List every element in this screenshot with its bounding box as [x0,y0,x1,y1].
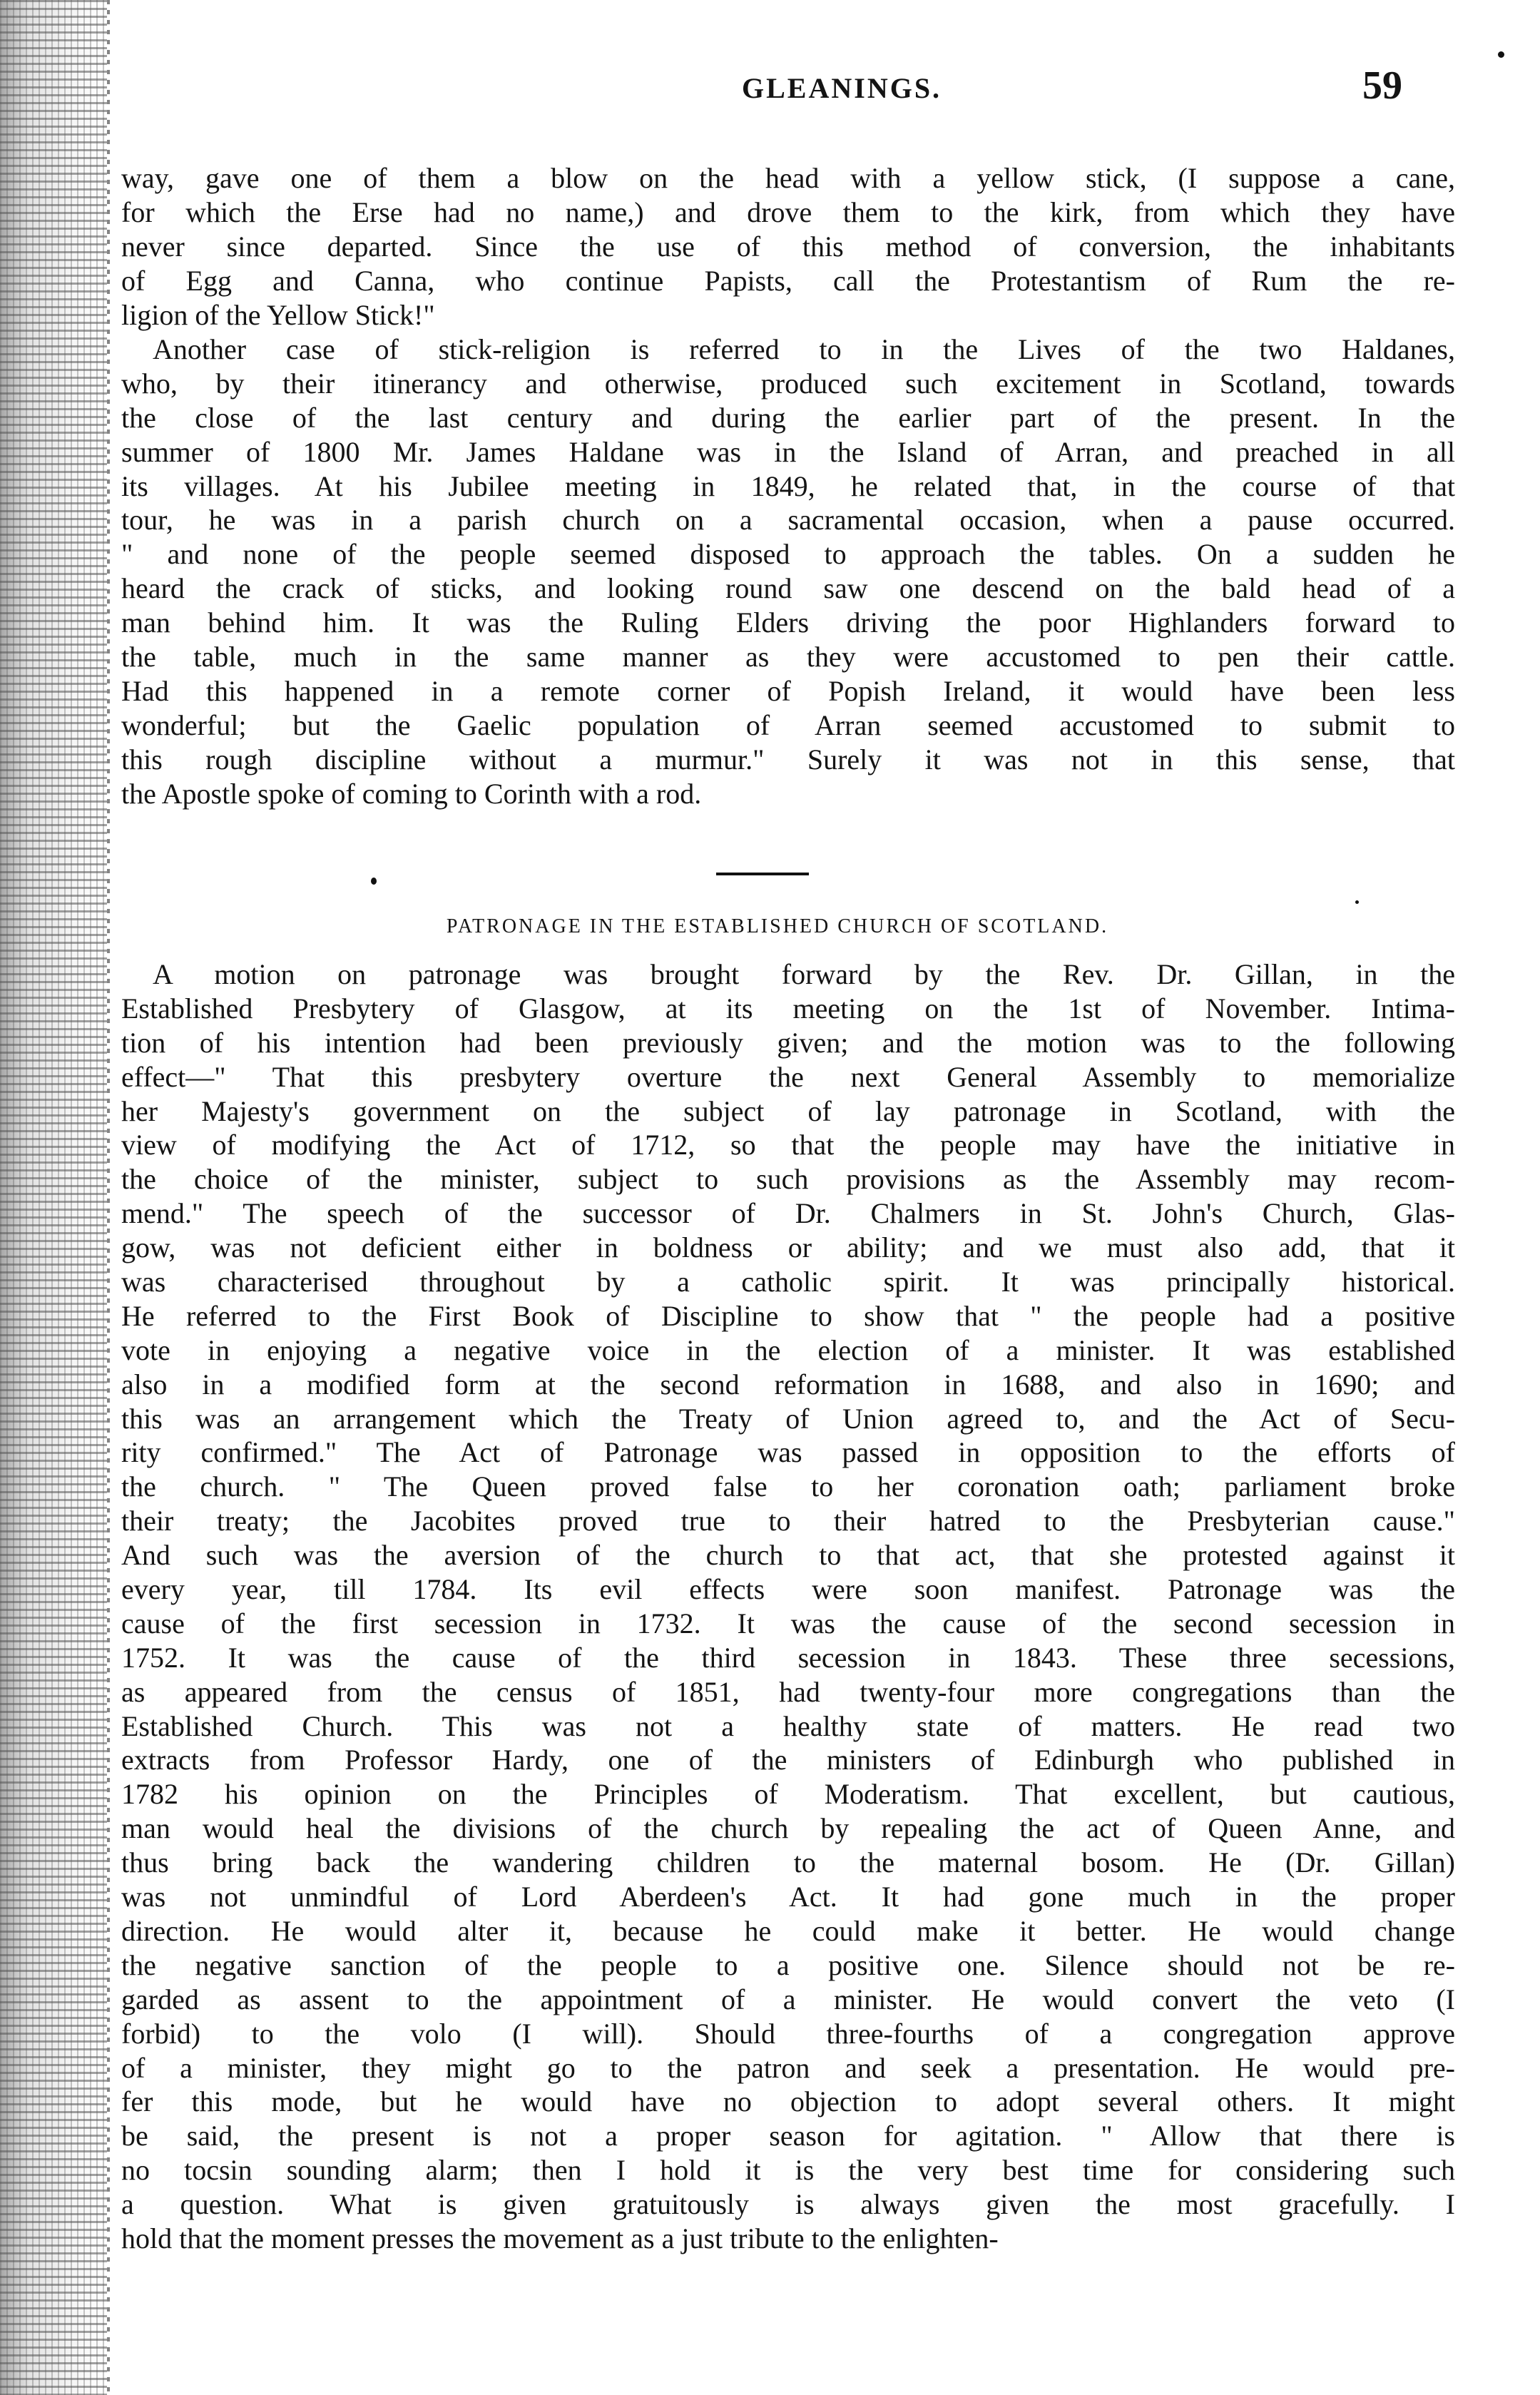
haldane-paragraph [121,332,1455,810]
text-line: Another case of stick-religion is referred to in the Lives of the two Haldanes, [153,333,1455,365]
text-line: He referred to the First Book of Discipline to show that " the people had a positive [121,1299,1455,1332]
text-line: this was an arrangement which the Treaty of Union agreed to, and the Act of Secu- [121,1402,1455,1435]
section-heading: PATRONAGE IN THE ESTABLISHED CHURCH OF SCOTLAND. [446,915,1109,937]
text-line: be said, the present is not a proper season for agitation. " Allow that there is [121,2120,1455,2152]
text-line: forbid) to the volo (I will). Should three-fourths of a congregation approve [121,2017,1455,2050]
text-line: mend." The speech of the successor of Dr. Chalmers in St. John's Church, Glas- [121,1197,1455,1230]
text-line: gow, was not deficient either in boldness or ability; and we must also add, that it [121,1231,1455,1264]
text-line: wonderful; but the Gaelic population of Arran seemed accustomed to submit to [121,708,1455,741]
text-line: a question. What is given gratuitously is always given the most gracefully. I [121,2188,1455,2221]
text-line: of Egg and Canna, who continue Papists, call the Protestantism of Rum the re- [121,264,1455,297]
text-line: man would heal the divisions of the church by repealing the act of Queen Anne, and [121,1812,1455,1845]
text-line: its villages. At his Jubilee meeting in 1849, he related that, in the course of that [121,469,1455,502]
text-line: every year, till 1784. Its evil effects were soon manifest. Patronage was the [121,1573,1455,1606]
ink-speck [1355,900,1359,904]
text-line: Established Presbytery of Glasgow, at its meeting on the 1st of November. Intima- [121,992,1455,1024]
text-line: the close of the last century and during the earlier part of the present. In the [121,401,1455,434]
text-line: rity confirmed." The Act of Patronage was passed in opposition to the efforts of [121,1436,1455,1469]
text-line: cause of the first secession in 1732. It was the cause of the second secession in [121,1607,1455,1639]
text-line: view of modifying the Act of 1712, so that the people may have the initiative in [121,1129,1455,1161]
text-line: the table, much in the same manner as they were accustomed to pen their cattle. [121,641,1455,673]
text-line: A motion on patronage was brought forward by the Rev. Dr. Gillan, in the [153,958,1455,990]
text-line: ligion of the Yellow Stick!" [121,298,435,331]
text-line: thus bring back the wandering children to the maternal bosom. He (Dr. Gillan) [121,1846,1455,1879]
text-line: this rough discipline without a murmur." Surely it was not in this sense, that [121,743,1455,776]
text-line: And such was the aversion of the church to that act, that she protested against it [121,1539,1455,1572]
text-line: also in a modified form at the second reformation in 1688, and also in 1690; and [121,1368,1455,1400]
text-line: for which the Erse had no name,) and drove them to the kirk, from which they have [121,195,1455,228]
text-line: vote in enjoying a negative voice in the election of a minister. It was established [121,1333,1455,1366]
text-line: the church. " The Queen proved false to her coronation oath; parliament broke [121,1470,1455,1503]
text-line: direction. He would alter it, because he could make it better. He would change [121,1914,1455,1947]
text-line: never since departed. Since the use of this method of conversion, the inhabitants [121,230,1455,263]
ink-speck [1498,51,1504,58]
text-line: " and none of the people seemed disposed to approach the tables. On a sudden he [121,538,1455,571]
text-line: fer this mode, but he would have no objection to adopt several others. It might [121,2085,1455,2118]
text-line: tion of his intention had been previously given; and the motion was to the following [121,1026,1455,1059]
text-line: way, gave one of them a blow on the head with a yellow stick, (I suppose a cane, [121,162,1455,194]
section-divider-rule [716,873,809,875]
text-line: hold that the moment presses the movement as a just tribute to the enlighten- [121,2222,999,2254]
text-line: the choice of the minister, subject to such provisions as the Assembly may recom- [121,1163,1455,1196]
text-line: Established Church. This was not a healthy state of matters. He read two [121,1709,1455,1742]
text-line: effect—" That this presbytery overture the next General Assembly to memorialize [121,1060,1455,1093]
text-line: heard the crack of sticks, and looking round saw one descend on the bald head of a [121,572,1455,605]
text-line: the Apostle spoke of coming to Corinth with a rod. [121,777,702,810]
continued-paragraph [121,161,1455,332]
text-line: 1782 his opinion on the Principles of Moderatism. That excellent, but cautious, [121,1778,1455,1811]
patronage-paragraph [121,957,1455,2256]
text-line: 1752. It was the cause of the third secession in 1843. These three secessions, [121,1641,1455,1674]
text-line: of a minister, they might go to the patron and seek a presentation. He would pre- [121,2051,1455,2084]
binding-edge [107,0,110,2395]
text-line: was not unmindful of Lord Aberdeen's Act. It had gone much in the proper [121,1881,1455,1913]
binding-gutter [0,0,107,2395]
text-line: tour, he was in a parish church on a sacramental occasion, when a pause occurred. [121,504,1455,537]
text-line: who, by their itinerancy and otherwise, produced such excitement in Scotland, towards [121,367,1455,400]
text-line: man behind him. It was the Ruling Elders driving the poor Highlanders forward to [121,606,1455,639]
text-line: the negative sanction of the people to a positive one. Silence should not be re- [121,1948,1455,1981]
text-line: was characterised throughout by a catholic spirit. It was principally historical. [121,1266,1455,1298]
running-head: GLEANINGS. [742,72,942,104]
text-line: Had this happened in a remote corner of Popish Ireland, it would have been less [121,674,1455,707]
text-line: her Majesty's government on the subject of lay patronage in Scotland, with the [121,1094,1455,1127]
text-line: their treaty; the Jacobites proved true to their hatred to the Presbyterian cause." [121,1505,1455,1537]
text-line: extracts from Professor Hardy, one of the ministers of Edinburgh who published in [121,1744,1455,1776]
text-line: no tocsin sounding alarm; then I hold it is the very best time for considering such [121,2154,1455,2187]
ink-speck [371,878,377,885]
page-number: 59 [1362,63,1402,108]
text-line: garded as assent to the appointment of a minister. He would convert the veto (I [121,1983,1455,2015]
text-line: summer of 1800 Mr. James Haldane was in the Island of Arran, and preached in all [121,435,1455,468]
text-line: as appeared from the census of 1851, had twenty-four more congregations than the [121,1675,1455,1708]
